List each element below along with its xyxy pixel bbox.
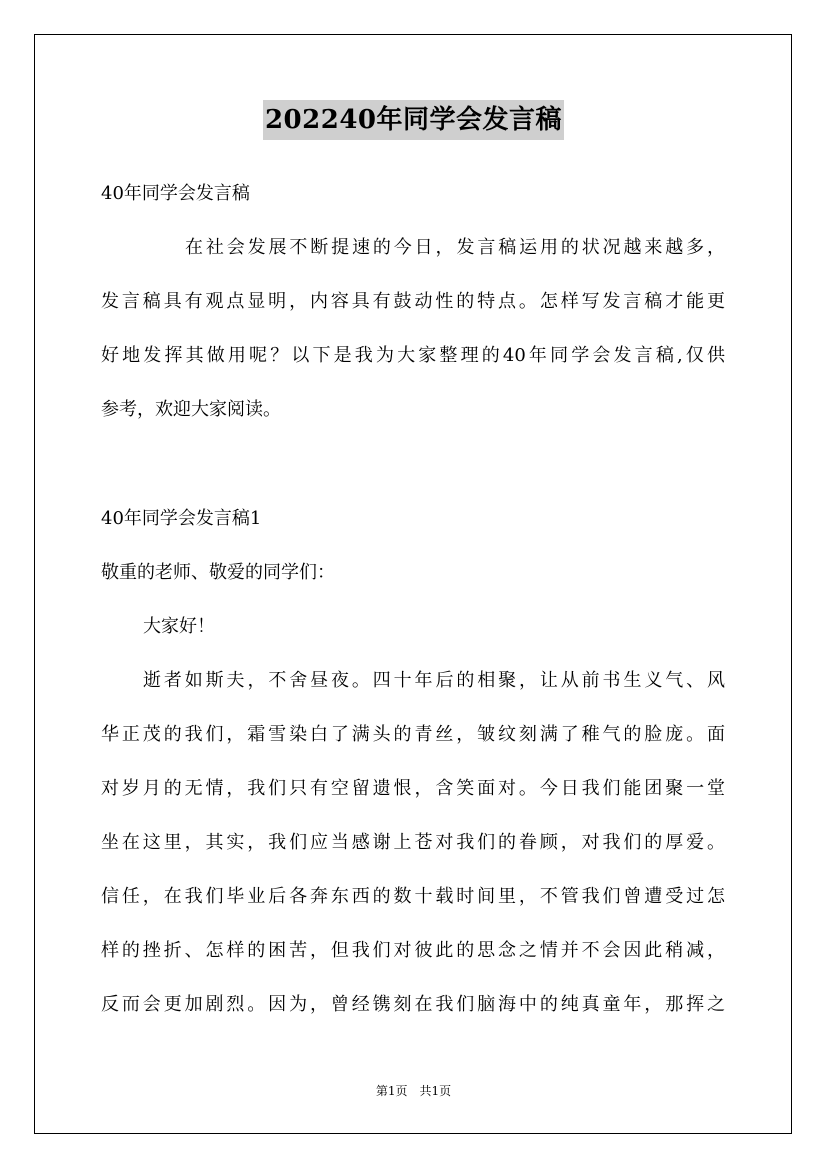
body-line-2: 华正茂的我们，霜雪染白了满头的青丝，皱纹刻满了稚气的脸庞。面	[101, 724, 725, 745]
page-footer: 第1页 共1页	[375, 1084, 452, 1098]
body-line-1: 逝者如斯夫，不舍昼夜。四十年后的相聚，让从前书生义气、风	[143, 670, 725, 691]
body-line-3: 对岁月的无情，我们只有空留遗恨，含笑面对。今日我们能团聚一堂	[101, 778, 725, 799]
body-line-5: 信任，在我们毕业后各奔东西的数十载时间里，不管我们曾遭受过怎	[101, 886, 725, 907]
intro-line-1: 在社会发展不断提速的今日，发言稿运用的状况越来越多，	[185, 237, 725, 258]
body-line-6: 样的挫折、怎样的困苦，但我们对彼此的思念之情并不会因此稍减，	[101, 940, 725, 961]
intro-line-4: 参考，欢迎大家阅读。	[101, 399, 281, 420]
greeting: 大家好！	[143, 616, 215, 637]
body-line-4: 坐在这里，其实，我们应当感谢上苍对我们的眷顾，对我们的厚爱。	[101, 832, 725, 853]
salutation: 敬重的老师、敬爱的同学们：	[101, 562, 335, 583]
body-line-7: 反而会更加剧烈。因为，曾经镌刻在我们脑海中的纯真童年，那挥之	[101, 994, 725, 1015]
subheading: 40年同学会发言稿	[101, 183, 250, 204]
title-container	[0, 100, 827, 140]
intro-line-3: 好地发挥其做用呢？以下是我为大家整理的40年同学会发言稿,仅供	[101, 345, 725, 366]
intro-line-2: 发言稿具有观点显明，内容具有鼓动性的特点。怎样写发言稿才能更	[101, 291, 725, 312]
document-title: 202240年同学会发言稿	[263, 100, 564, 140]
section-heading: 40年同学会发言稿1	[101, 508, 262, 529]
